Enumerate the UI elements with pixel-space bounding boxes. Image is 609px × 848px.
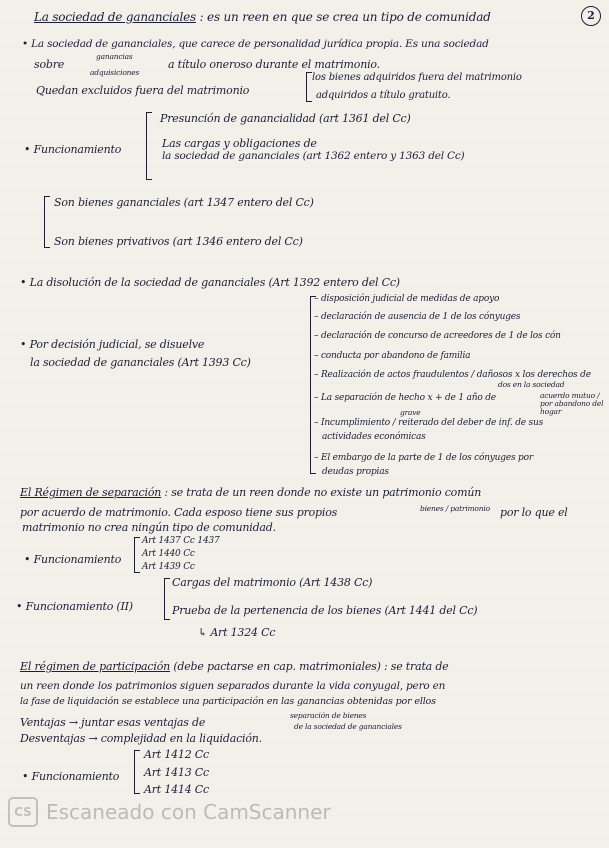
bienes-privativos: Son bienes privativos (art 1346 entero del Cc)	[54, 235, 303, 248]
disolucion-item-5: – Realización de actos fraudulentos / dañosos x los derechos de	[314, 370, 591, 380]
participacion-title: El régimen de participación	[20, 660, 171, 673]
disolucion-item-8: – El embargo de la parte de 1 de los cónyuges por	[314, 453, 533, 463]
section-title-gananciales	[34, 10, 491, 24]
separacion-title-rest: : se trata de un reen donde no existe un patrimonio común	[164, 486, 482, 499]
disolucion-item-6-tail: acuerdo mutuo / por abandono del hogar	[540, 391, 604, 416]
quedan-excluidos: Quedan excluidos fuera del matrimonio	[36, 84, 250, 97]
separacion-heading	[20, 486, 481, 499]
separacion-p2: matrimonio no crea ningún tipo de comunidad.	[22, 521, 276, 534]
decision-judicial-a: • Por decisión judicial, se disuelve	[20, 338, 205, 351]
separacion-title: El Régimen de separación	[20, 486, 162, 499]
funcionamiento-label-3b: • Funcionamiento (II)	[16, 600, 133, 613]
disolucion-item-6: – La separación de hecho x + de 1 año de	[314, 393, 496, 403]
excluidos-opt1: los bienes adquiridos fuera del matrimonio	[312, 72, 522, 83]
camscanner-logo-icon: CS	[8, 797, 38, 827]
brace-disolucion	[310, 296, 311, 474]
disolucion-item-3: – declaración de concurso de acreedores de 1 de los cón	[314, 331, 561, 341]
disolucion-item-7: – Incumplimiento / reiterado del deber de inf. de sus	[314, 418, 543, 428]
disolucion-item-5-tail: dos en la sociedad	[498, 380, 565, 389]
func-cargas-a: Las cargas y obligaciones de	[162, 137, 317, 150]
excluidos-opt2: adquiridos a título gratuito.	[316, 90, 451, 101]
separacion-prueba: Prueba de la pertenencia de los bienes (Art 1441 del Cc)	[172, 604, 478, 617]
disolucion-item-1: – disposición judicial de medidas de apoyo	[314, 294, 500, 304]
separacion-art-1324: ↳ Art 1324 Cc	[198, 626, 276, 639]
disolucion-item-2: – declaración de ausencia de 1 de los cónyuges	[314, 312, 521, 322]
funcionamiento-label-4: • Funcionamiento	[22, 770, 120, 783]
para-gananciales-1b: a título oneroso durante el matrimonio.	[168, 58, 380, 71]
participacion-p2: la fase de liquidación se establece una participación en las ganancias obtenidas por ellos	[20, 696, 436, 707]
bienes-gananciales: Son bienes gananciales (art 1347 entero del Cc)	[54, 196, 314, 209]
camscanner-text: Escaneado con CamScanner	[46, 800, 331, 824]
title-text: La sociedad de gananciales	[34, 10, 196, 24]
separacion-p1: por acuerdo de matrimonio. Cada esposo tiene sus propios	[20, 506, 338, 519]
separacion-p1-opt: bienes / patrimonio	[420, 504, 490, 513]
participacion-p1: un reen donde los patrimonios siguen separados durante la vida conyugal, pero en	[20, 680, 446, 692]
ventajas-opt-a: separación de bienes	[290, 711, 367, 720]
ventajas: Ventajas → juntar esas ventajas de	[20, 716, 206, 729]
participacion-title-rest: (debe pactarse en cap. matrimoniales) : se trata de	[173, 660, 449, 673]
brace-separacion-arts	[134, 537, 135, 573]
disolucion-item-7-sup: grave	[400, 408, 421, 417]
disolucion-item-4: – conducta por abandono de familia	[314, 351, 471, 361]
participacion-heading	[20, 660, 448, 673]
separacion-art-1: Art 1437 Cc 1437	[142, 536, 220, 546]
disolucion-item-7-tail: actividades económicas	[322, 432, 426, 442]
desventajas: Desventajas → complejidad en la liquidación.	[20, 732, 262, 745]
participacion-art-1: Art 1412 Cc	[144, 748, 209, 761]
page-number: 2	[581, 6, 601, 26]
decision-judicial-b: la sociedad de gananciales (Art 1393 Cc)	[30, 356, 251, 369]
funcionamiento-label-3: • Funcionamiento	[24, 553, 122, 566]
disolucion-heading: • La disolución de la sociedad de gananciales (Art 1392 entero del Cc)	[20, 276, 400, 289]
brace-funcionamiento-1	[146, 112, 147, 180]
title-rest: : es un reen en que se crea un tipo de comunidad	[199, 10, 491, 24]
adquisiciones-label: adquisiciones	[90, 68, 140, 77]
brace-excluidos	[306, 72, 307, 102]
separacion-art-3: Art 1439 Cc	[142, 562, 195, 572]
separacion-p1-tail: por lo que el	[500, 506, 568, 519]
brace-separacion-func2	[164, 578, 165, 620]
ganancias-label: ganancias	[96, 52, 133, 61]
para-gananciales-1: • La sociedad de gananciales, que carece de personalidad jurídica propia. Es una sociedad	[22, 38, 489, 50]
disolucion-item-8-tail: deudas propias	[322, 467, 389, 477]
brace-participacion-arts	[134, 750, 135, 794]
participacion-art-3: Art 1414 Cc	[144, 783, 209, 796]
participacion-art-2: Art 1413 Cc	[144, 766, 209, 779]
brace-bienes	[44, 196, 45, 248]
camscanner-watermark	[8, 796, 331, 828]
separacion-art-2: Art 1440 Cc	[142, 549, 195, 559]
separacion-cargas: Cargas del matrimonio (Art 1438 Cc)	[172, 576, 373, 589]
func-presuncion: Presunción de ganancialidad (art 1361 del Cc)	[160, 112, 411, 125]
ventajas-opt-b: de la sociedad de gananciales	[294, 722, 402, 731]
funcionamiento-label-1: • Funcionamiento	[24, 143, 122, 156]
sobre-label: sobre	[34, 58, 65, 71]
func-cargas-b: la sociedad de gananciales (art 1362 entero y 1363 del Cc)	[162, 150, 465, 162]
